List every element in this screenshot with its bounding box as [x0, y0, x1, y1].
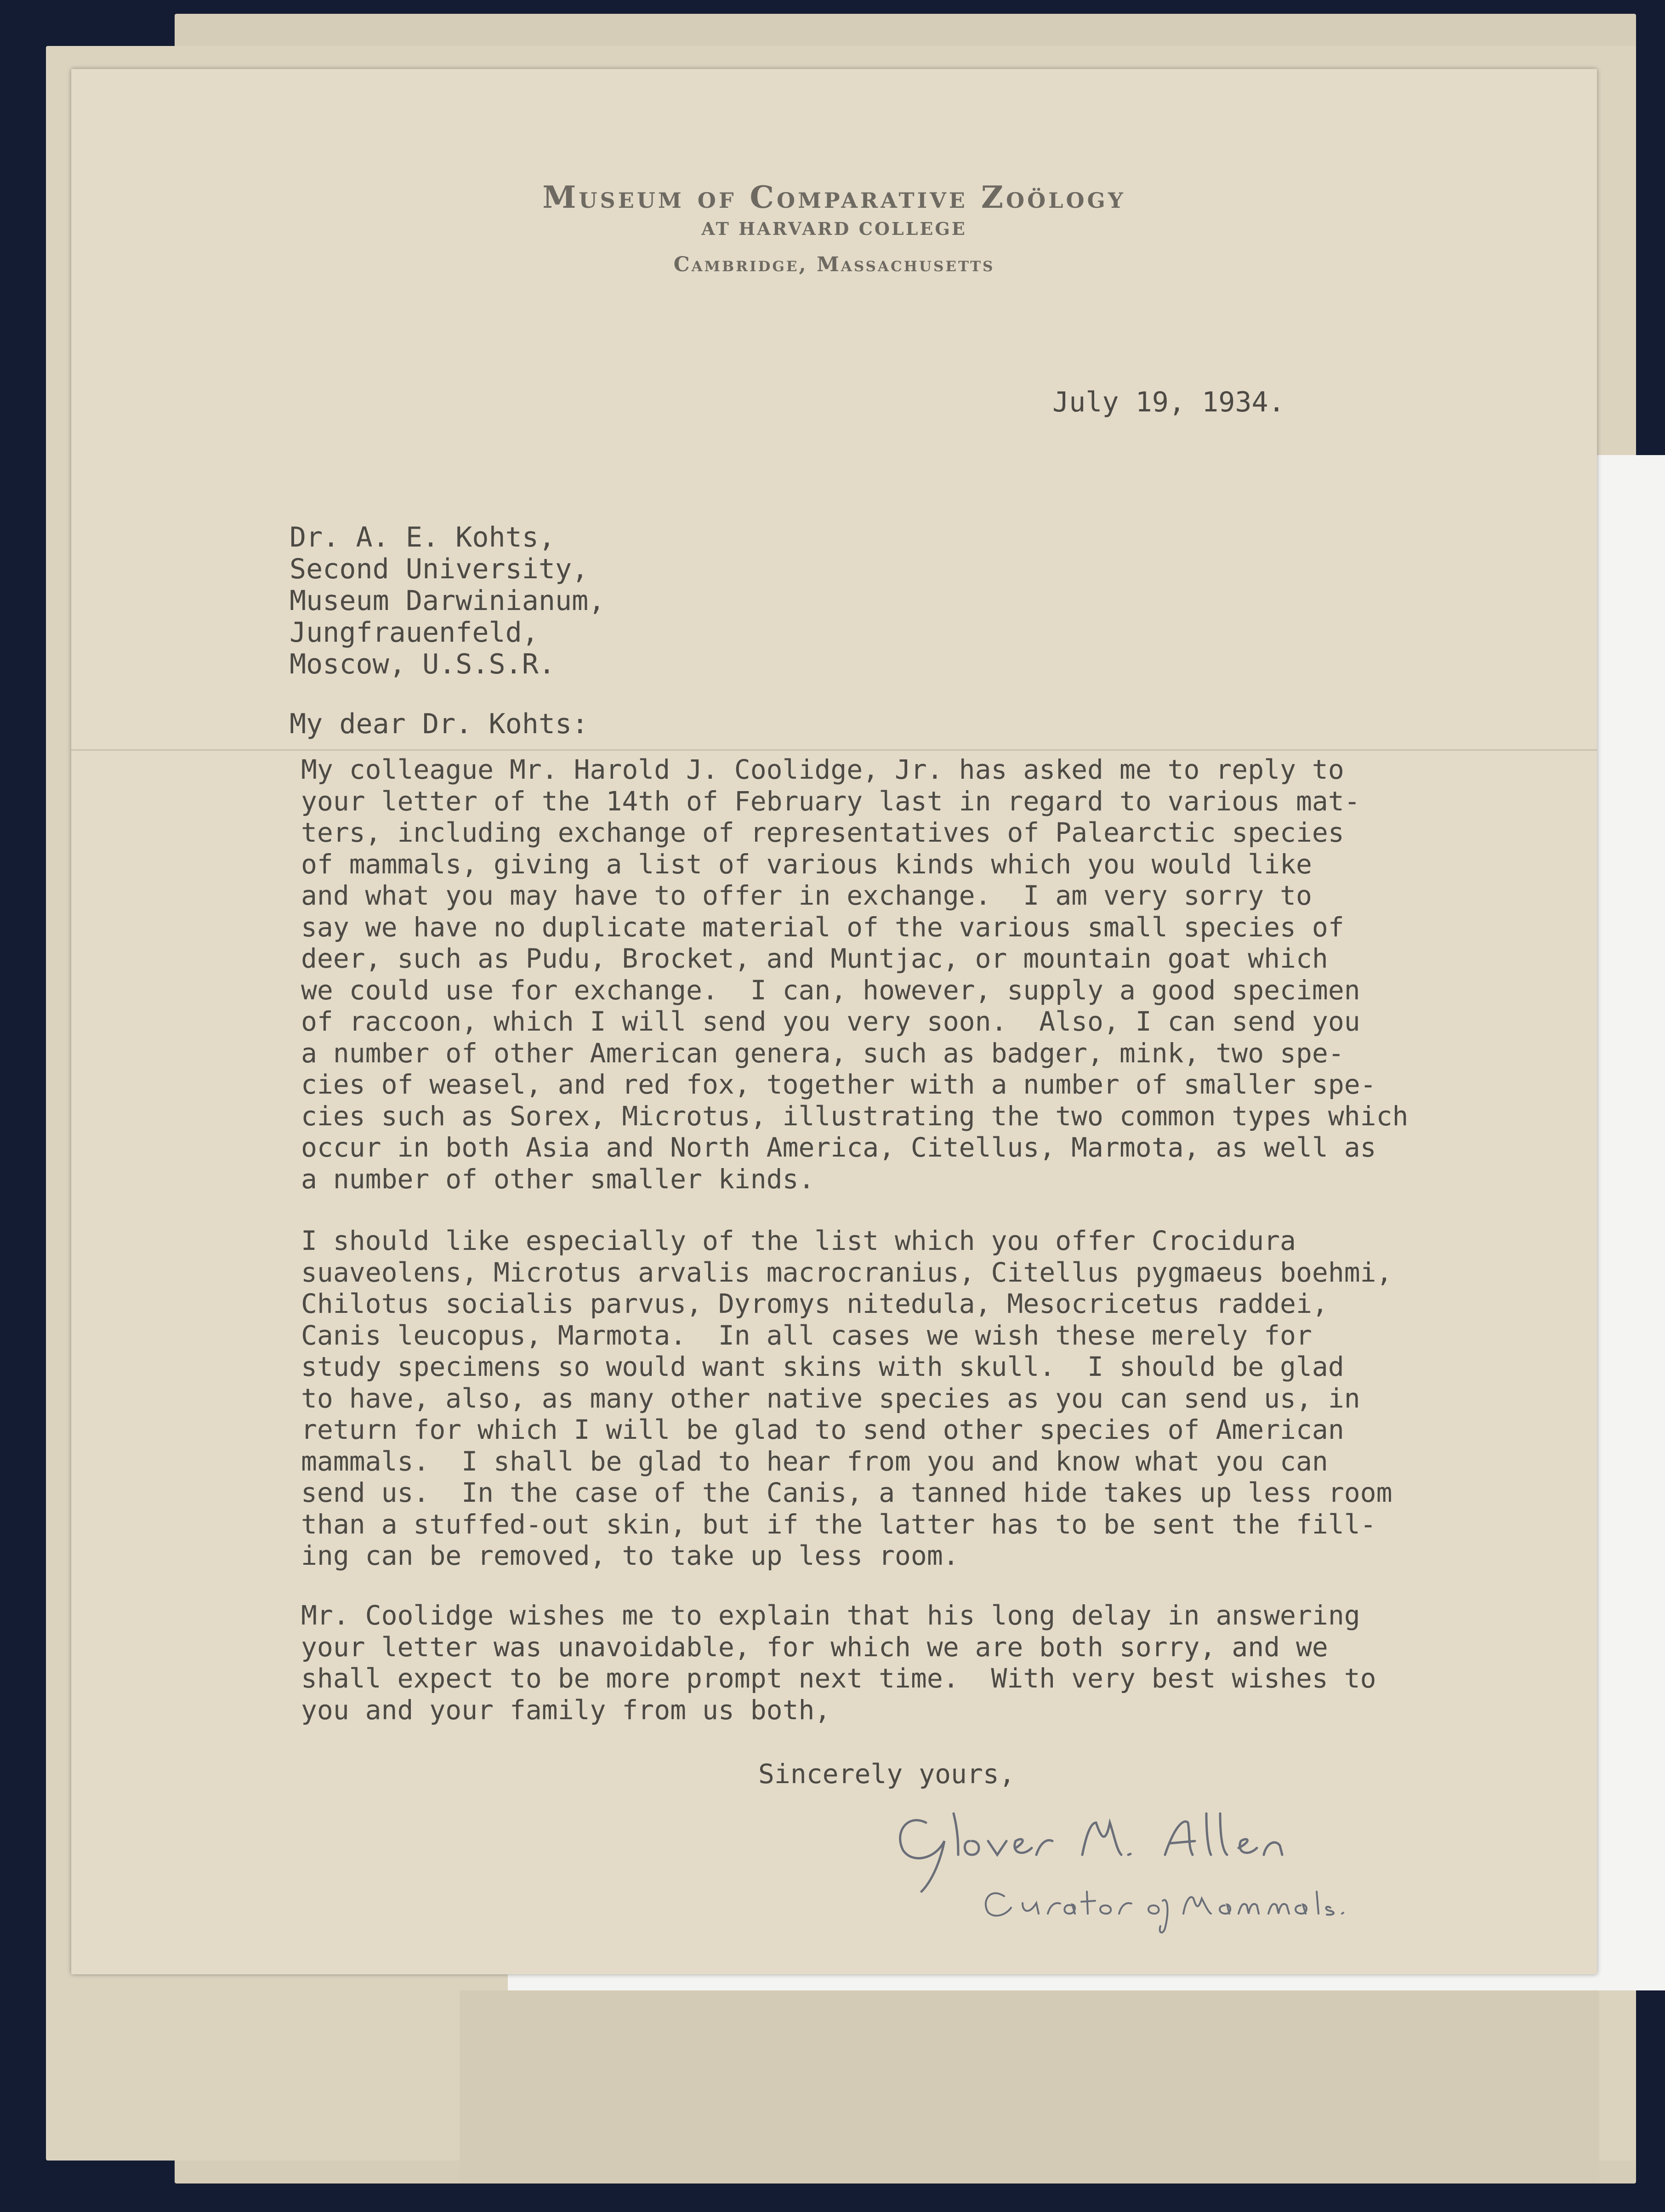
- letter-page: [71, 69, 1597, 1974]
- white-card-edge: [1585, 455, 1665, 1944]
- text-line: Canis leucopus, Marmota. In all cases we wish these merely for: [301, 1319, 1312, 1351]
- paragraph-3: [301, 1600, 1376, 1726]
- text-line: suaveolens, Microtus arvalis macrocranius, Citellus pygmaeus boehmi,: [301, 1256, 1392, 1288]
- text-line: you and your family from us both,: [301, 1694, 831, 1726]
- letter-date: July 19, 1934.: [1052, 386, 1285, 418]
- paper-fold-line: [71, 749, 1597, 751]
- text-line: to have, also, as many other native species as you can send us, in: [301, 1382, 1360, 1414]
- text-line: deer, such as Pudu, Brocket, and Muntjac, or mountain goat which: [301, 943, 1328, 974]
- address-line: Dr. A. E. Kohts,: [290, 521, 555, 553]
- text-line: say we have no duplicate material of the various small species of: [301, 911, 1344, 943]
- text-line: mammals. I shall be glad to hear from you and know what you can: [301, 1445, 1328, 1477]
- text-line: your letter of the 14th of February last in regard to various mat-: [301, 785, 1360, 817]
- text-line: of mammals, giving a list of various kinds which you would like: [301, 848, 1312, 880]
- text-line: and what you may have to offer in exchange. I am very sorry to: [301, 880, 1312, 911]
- address-line: Jungfrauenfeld,: [290, 616, 539, 649]
- paragraph-2: [301, 1225, 1392, 1572]
- text-line: occur in both Asia and North America, Citellus, Marmota, as well as: [301, 1132, 1376, 1163]
- letterhead-title: Museum of Comparative Zoölogy: [542, 179, 1126, 215]
- paragraph-1: [301, 754, 1408, 1195]
- text-line: I should like especially of the list which you offer Crocidura: [301, 1225, 1296, 1256]
- text-line: than a stuffed-out skin, but if the latter has to be sent the fill-: [301, 1508, 1376, 1540]
- text-line: your letter was unavoidable, for which we are both sorry, and we: [301, 1631, 1328, 1663]
- address-line: Moscow, U.S.S.R.: [290, 648, 555, 680]
- letterhead-city: Cambridge, Massachusetts: [673, 253, 995, 276]
- lower-sheet: [460, 1990, 1599, 2183]
- text-line: ters, including exchange of representatives of Palearctic species: [301, 817, 1344, 848]
- text-line: cies such as Sorex, Microtus, illustrating the two common types which: [301, 1100, 1409, 1132]
- address-line: Museum Darwinianum,: [290, 585, 605, 617]
- text-line: My colleague Mr. Harold J. Coolidge, Jr. has asked me to reply to: [301, 754, 1344, 785]
- text-line: a number of other smaller kinds.: [301, 1163, 815, 1195]
- closing: Sincerely yours,: [758, 1758, 1015, 1790]
- letterhead-subtitle: AT HARVARD COLLEGE: [701, 218, 967, 239]
- text-line: return for which I will be glad to send other species of American: [301, 1414, 1344, 1445]
- salutation: My dear Dr. Kohts:: [290, 708, 589, 740]
- text-line: a number of other American genera, such as badger, mink, two spe-: [301, 1037, 1344, 1069]
- text-line: cies of weasel, and red fox, together with a number of smaller spe-: [301, 1069, 1376, 1100]
- text-line: send us. In the case of the Canis, a tanned hide takes up less room: [301, 1477, 1392, 1508]
- text-line: study specimens so would want skins with skull. I should be glad: [301, 1351, 1344, 1382]
- text-line: shall expect to be more prompt next time. With very best wishes to: [301, 1663, 1376, 1694]
- text-line: of raccoon, which I will send you very soon. Also, I can send you: [301, 1006, 1360, 1037]
- text-line: we could use for exchange. I can, however, supply a good specimen: [301, 974, 1360, 1006]
- text-line: ing can be removed, to take up less room.: [301, 1540, 959, 1571]
- address-line: Second University,: [290, 553, 589, 585]
- text-line: Chilotus socialis parvus, Dyromys nitedula, Mesocricetus raddei,: [301, 1288, 1328, 1319]
- recipient-address: [290, 522, 605, 680]
- text-line: Mr. Coolidge wishes me to explain that his long delay in answering: [301, 1600, 1360, 1631]
- handwritten-signature: [889, 1795, 1349, 1942]
